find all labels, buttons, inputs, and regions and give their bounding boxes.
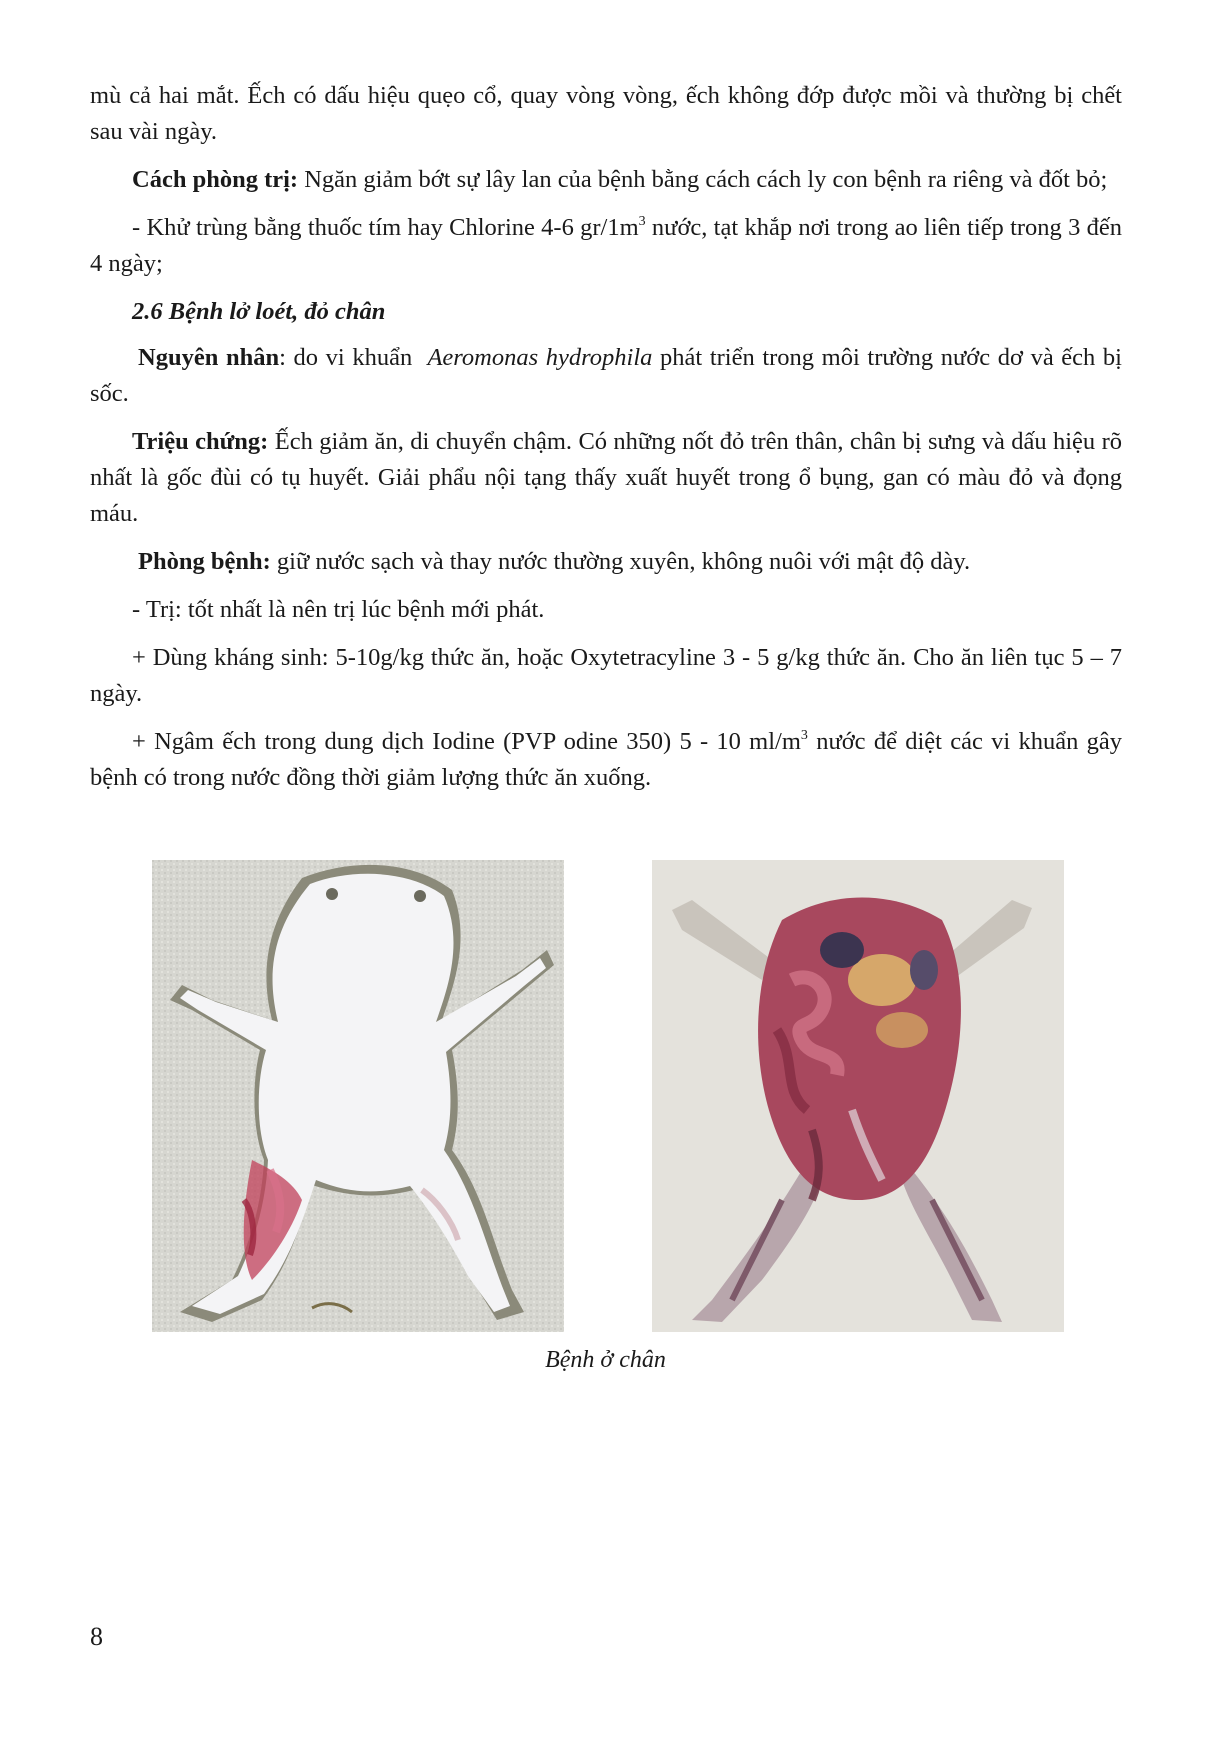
paragraph-symptoms-end bbox=[90, 78, 1122, 150]
paragraph-text: phát triển trong môi trường nước dơ và ếch bị sốc. bbox=[90, 344, 1122, 407]
superscript-3: 3 bbox=[800, 728, 808, 743]
paragraph-prevention bbox=[90, 162, 1122, 198]
photo-frog-dissected-organs bbox=[652, 860, 1064, 1332]
paragraph-text: + Ngâm ếch trong dung dịch Iodine (PVP odine 350) 5 - 10 ml/m bbox=[132, 728, 801, 755]
page-body bbox=[90, 78, 1122, 808]
paragraph-cause bbox=[90, 340, 1122, 412]
label-trieu-chung: Triệu chứng: bbox=[132, 428, 269, 455]
paragraph-text: : do vi khuẩn bbox=[279, 344, 428, 371]
paragraph-treatment bbox=[90, 592, 1122, 628]
paragraph-disinfect bbox=[90, 210, 1122, 282]
paragraph-text: - Khử trùng bằng thuốc tím hay Chlorine 4-6 gr/1m bbox=[132, 214, 639, 241]
paragraph-text: mù cả hai mắt. Ếch có dấu hiệu quẹo cổ, quay vòng vòng, ếch không đớp được mồi và thường bị chết sau vài ngày. bbox=[90, 82, 1122, 145]
label-phong-benh: Phòng bệnh: bbox=[138, 548, 271, 575]
paragraph-prevent-disease bbox=[90, 544, 1122, 580]
paragraph-text: Ngăn giảm bớt sự lây lan của bệnh bằng cách cách ly con bệnh ra riêng và đốt bỏ; bbox=[298, 166, 1108, 193]
photo-frog-belly-lesions bbox=[152, 860, 564, 1332]
bacteria-name: Aeromonas hydrophila bbox=[427, 344, 653, 371]
paragraph-text: nước để diệt các vi khuẩn gây bệnh có trong nước đồng thời giảm lượng thức ăn xuống. bbox=[90, 728, 1122, 791]
paragraph-text: Ếch giảm ăn, di chuyển chậm. Có những nốt đỏ trên thân, chân bị sưng và dấu hiệu rõ nhất là gốc đùi có tụ huyết. Giải phẩu nội tạng thấy xuất huyết trong ổ bụng, gan có màu đỏ và đọng máu. bbox=[90, 428, 1122, 527]
section-heading-2-6: 2.6 Bệnh lở loét, đỏ chân bbox=[132, 298, 386, 325]
paragraph-iodine bbox=[90, 724, 1122, 796]
paragraph-antibiotics bbox=[90, 640, 1122, 712]
paragraph-text: nước, tạt khắp nơi trong ao liên tiếp trong 3 đến 4 ngày; bbox=[90, 214, 1122, 277]
figure-caption: Bệnh ở chân bbox=[545, 1347, 666, 1373]
page-number: 8 bbox=[90, 1622, 103, 1651]
label-nguyen-nhan: Nguyên nhân bbox=[138, 344, 280, 371]
paragraph-text: + Dùng kháng sinh: 5-10g/kg thức ăn, hoặc Oxytetracyline 3 - 5 g/kg thức ăn. Cho ăn liên tục 5 – 7 ngày. bbox=[90, 644, 1122, 707]
label-cach-phong-tri: Cách phòng trị: bbox=[132, 166, 299, 193]
superscript-3: 3 bbox=[638, 214, 646, 229]
paragraph-text: - Trị: tốt nhất là nên trị lúc bệnh mới phát. bbox=[132, 596, 545, 623]
paragraph-symptoms bbox=[90, 424, 1122, 532]
paragraph-text: giữ nước sạch và thay nước thường xuyên, không nuôi với mật độ dày. bbox=[270, 548, 971, 575]
